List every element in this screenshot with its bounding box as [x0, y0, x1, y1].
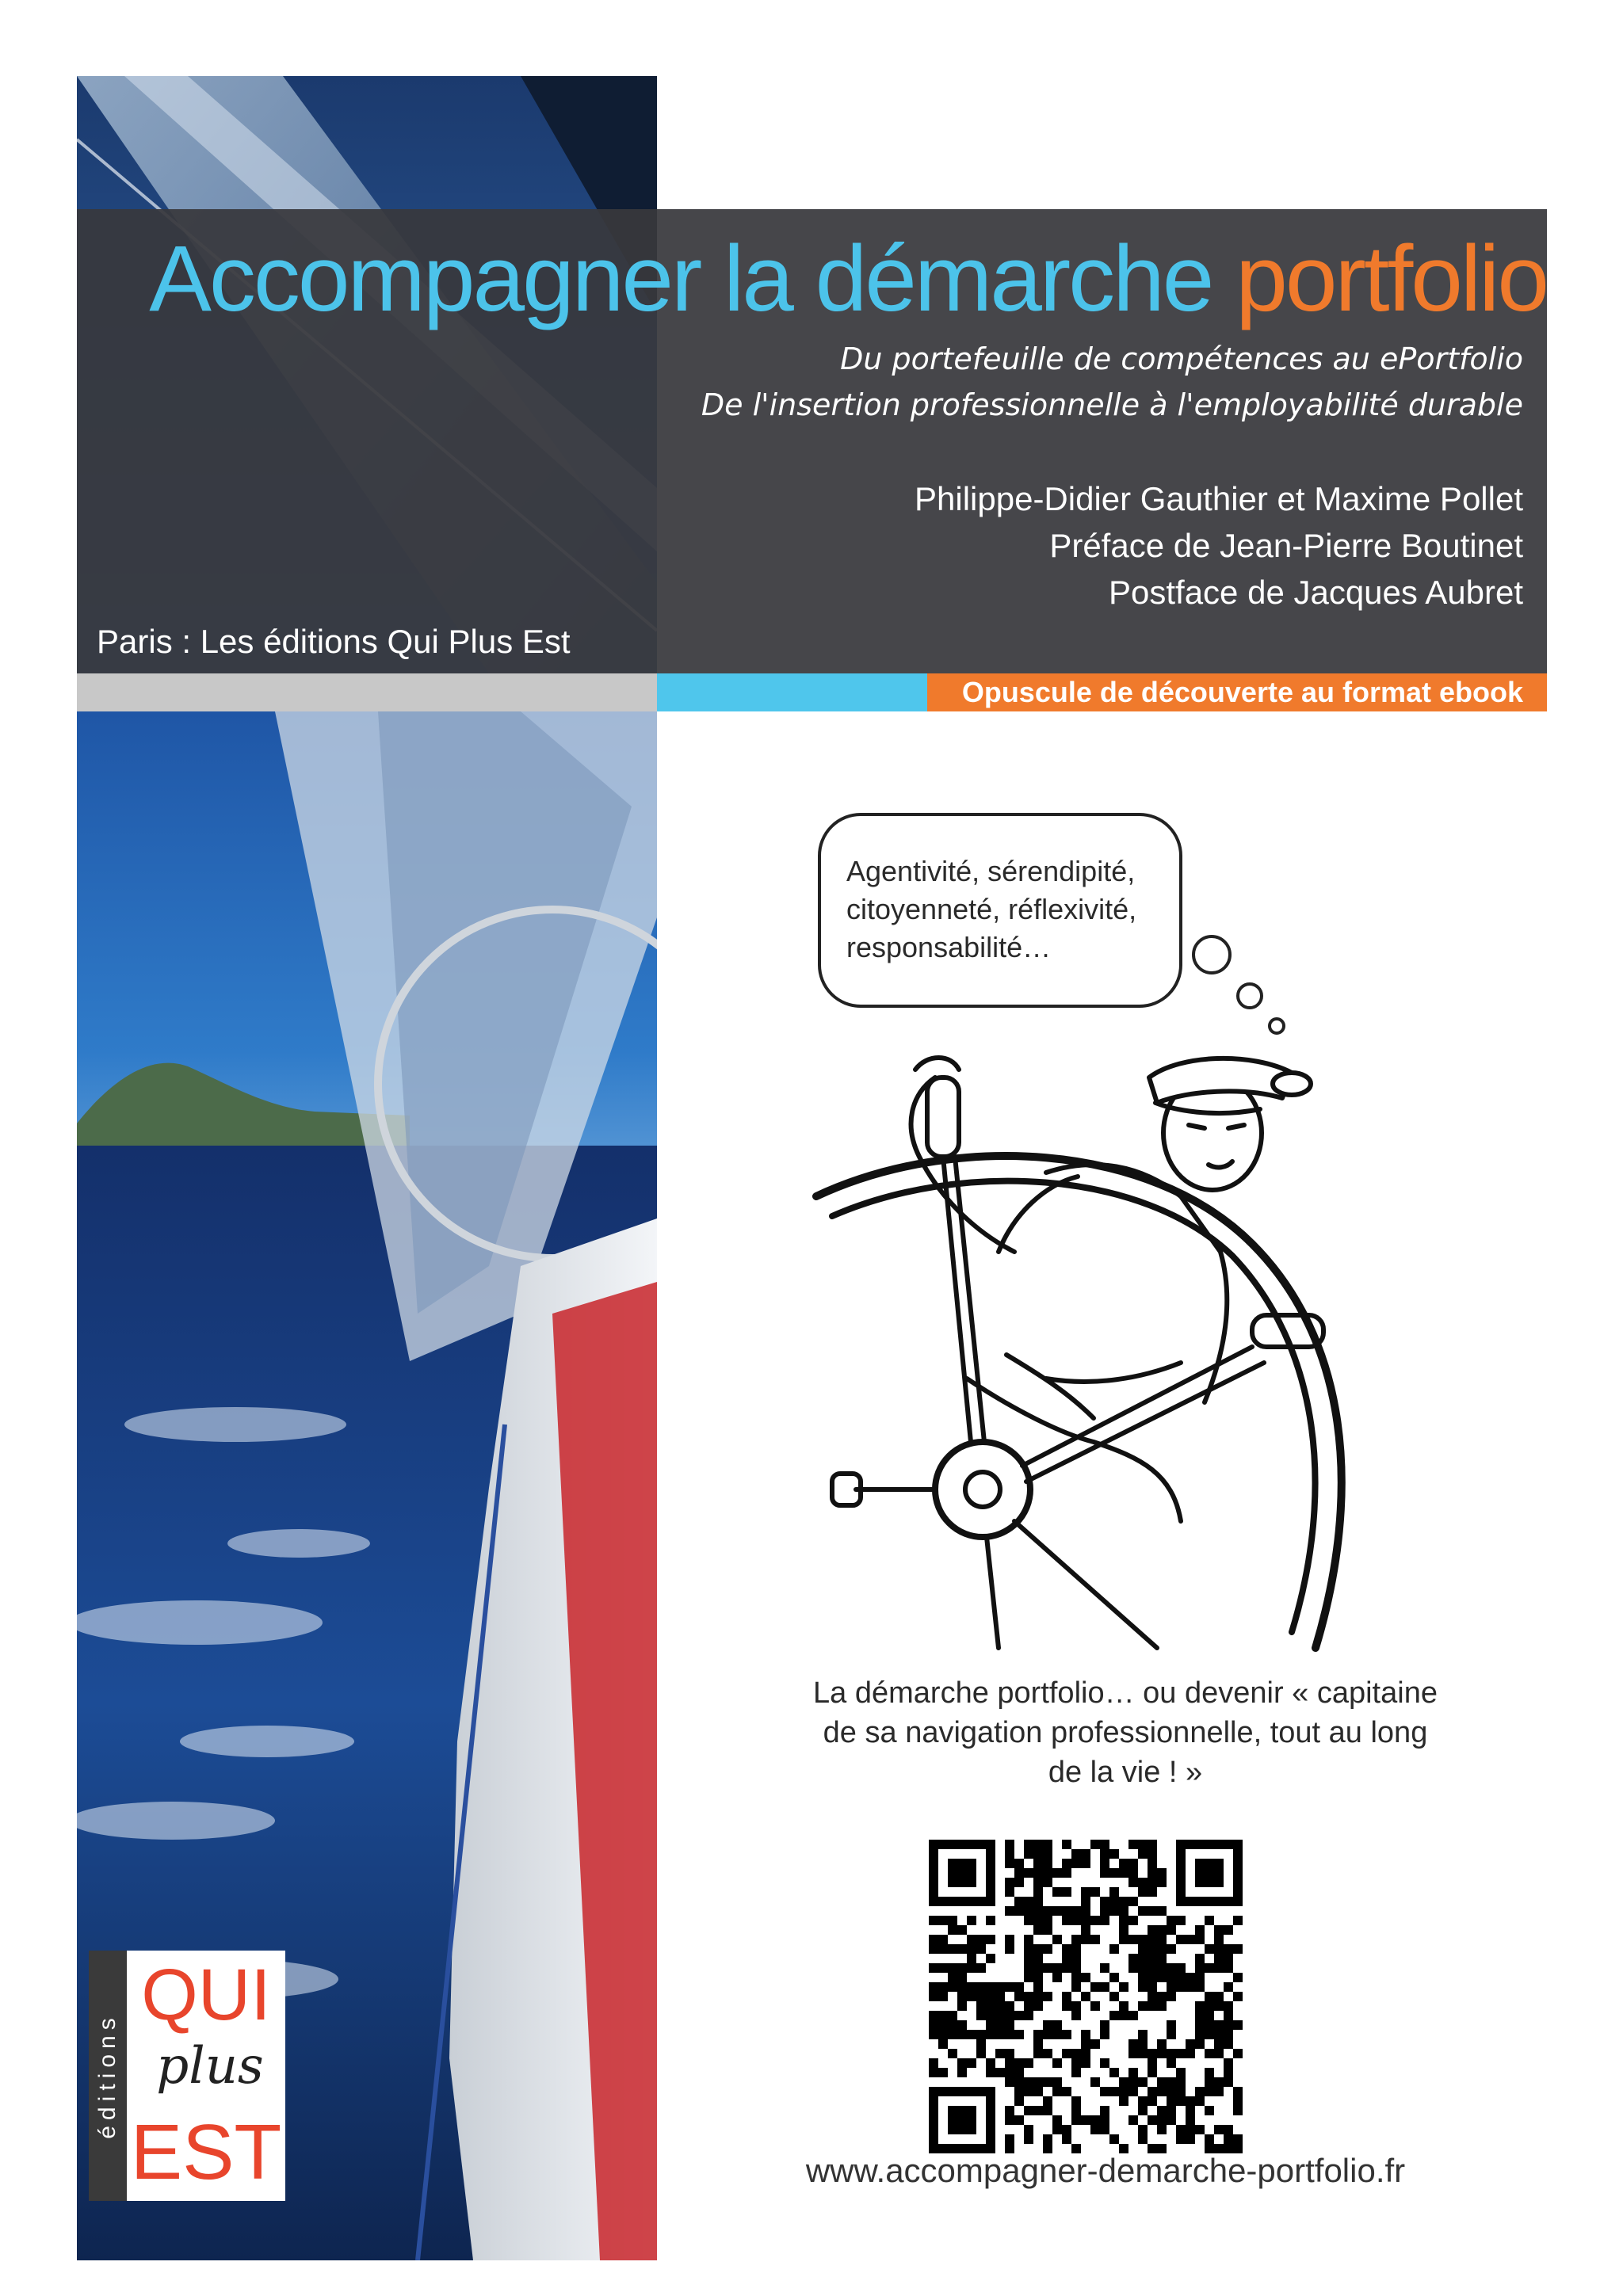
ebook-badge: Opuscule de découverte au format ebook [927, 673, 1547, 711]
thought-dot [1192, 935, 1232, 974]
illustration-caption [785, 1673, 1466, 1792]
thought-text [846, 852, 1179, 967]
logo-editions-text: éditions [94, 2012, 120, 2139]
logo-qui-text: QUI [141, 1955, 271, 2035]
subtitle-1: Du portefeuille de compétences au ePortfolio [840, 341, 1523, 376]
thought-line: Agentivité, sérendipité, [846, 855, 1136, 887]
postface: Postface de Jacques Aubret [1108, 574, 1523, 611]
thought-line: citoyenneté, réflexivité, [846, 893, 1137, 925]
caption-line: de la vie ! » [1048, 1756, 1203, 1789]
qr-code[interactable] [929, 1840, 1243, 2153]
publisher-line: Paris : Les éditions Qui Plus Est [97, 623, 571, 660]
gray-band [77, 673, 657, 711]
title-accent: portfolio [1235, 227, 1547, 331]
caption-line: La démarche portfolio… ou devenir « capitaine [813, 1676, 1438, 1710]
caption-line: de sa navigation professionnelle, tout au long [823, 1716, 1428, 1749]
website-url[interactable]: www.accompagner-demarche-portfolio.fr [805, 2152, 1406, 2189]
book-title [149, 223, 1547, 334]
subtitle-2: De l'insertion professionnelle à l'employabilité durable [701, 387, 1523, 422]
thought-dot [1236, 982, 1263, 1009]
thought-dot [1268, 1017, 1285, 1035]
logo-plus-text: plus [156, 2037, 264, 2096]
thought-line: responsabilité… [846, 931, 1052, 963]
preface: Préface de Jean-Pierre Boutinet [1049, 527, 1523, 564]
authors: Philippe-Didier Gauthier et Maxime Pollet [915, 480, 1523, 517]
logo-est-text: EST [130, 2108, 282, 2195]
captain-at-helm-illustration [808, 1046, 1379, 1664]
title-main: Accompagner la démarche [149, 227, 1212, 331]
